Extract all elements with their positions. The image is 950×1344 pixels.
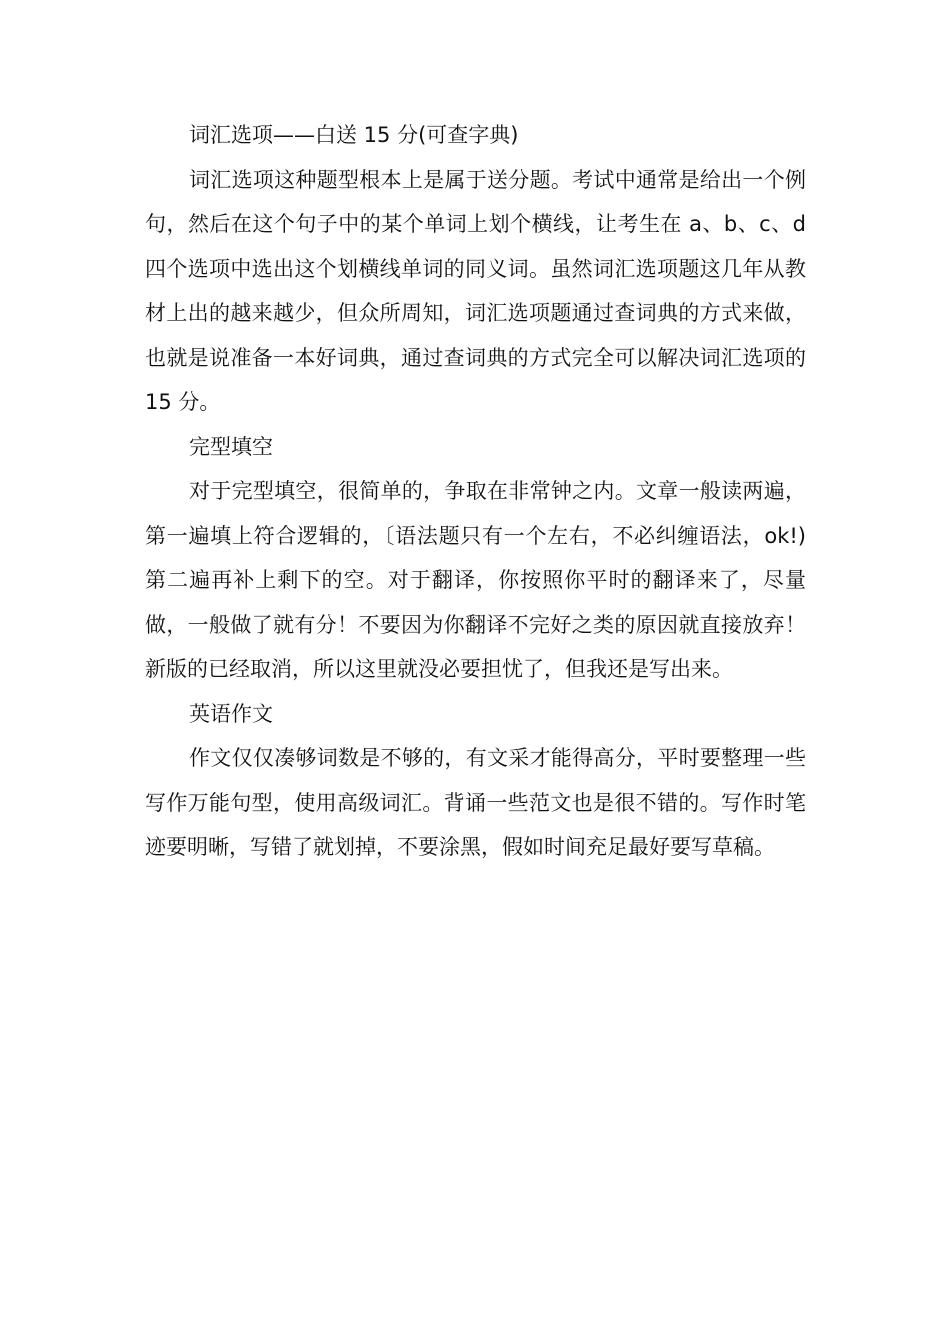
document-body: [145, 113, 806, 870]
section-heading-vocabulary: 词汇选项——白送 15 分(可查字典): [189, 123, 519, 147]
paragraph-cloze: 对于完型填空，很简单的，争取在非常钟之内。文章一般读两遍，第一遍填上符合逻辑的，〔语法题只有一个左右，不必纠缠语法，ok!)第二遍再补上剩下的空。对于翻译，你按照你平时的翻译来了，尽量做，一般做了就有分！不要因为你翻译不完好之类的原因就直接放弃！新版的已经取消，所以这里就没必要担忧了，但我还是写出来。: [145, 479, 806, 681]
paragraph-essay: 作文仅仅凑够词数是不够的，有文采才能得高分，平时要整理一些写作万能句型，使用高级词汇。背诵一些范文也是很不错的。写作时笔迹要明晰，写错了就划掉，不要涂黑，假如时间充足最好要写草稿。: [145, 746, 806, 859]
section-heading-cloze: 完型填空: [189, 434, 273, 459]
section-heading-essay: 英语作文: [189, 701, 273, 726]
paragraph-vocabulary: 词汇选项这种题型根本上是属于送分题。考试中通常是给出一个例句，然后在这个句子中的某个单词上划个横线，让考生在 a、b、c、d 四个选项中选出这个划横线单词的同义词。虽然词汇选项题这几年从教材上出的越来越少，但众所周知，词汇选项题通过查词典的方式来做，也就是说准备一本好词典，通过查词典的方式完全可以解决词汇选项的 15 分。: [145, 167, 806, 414]
